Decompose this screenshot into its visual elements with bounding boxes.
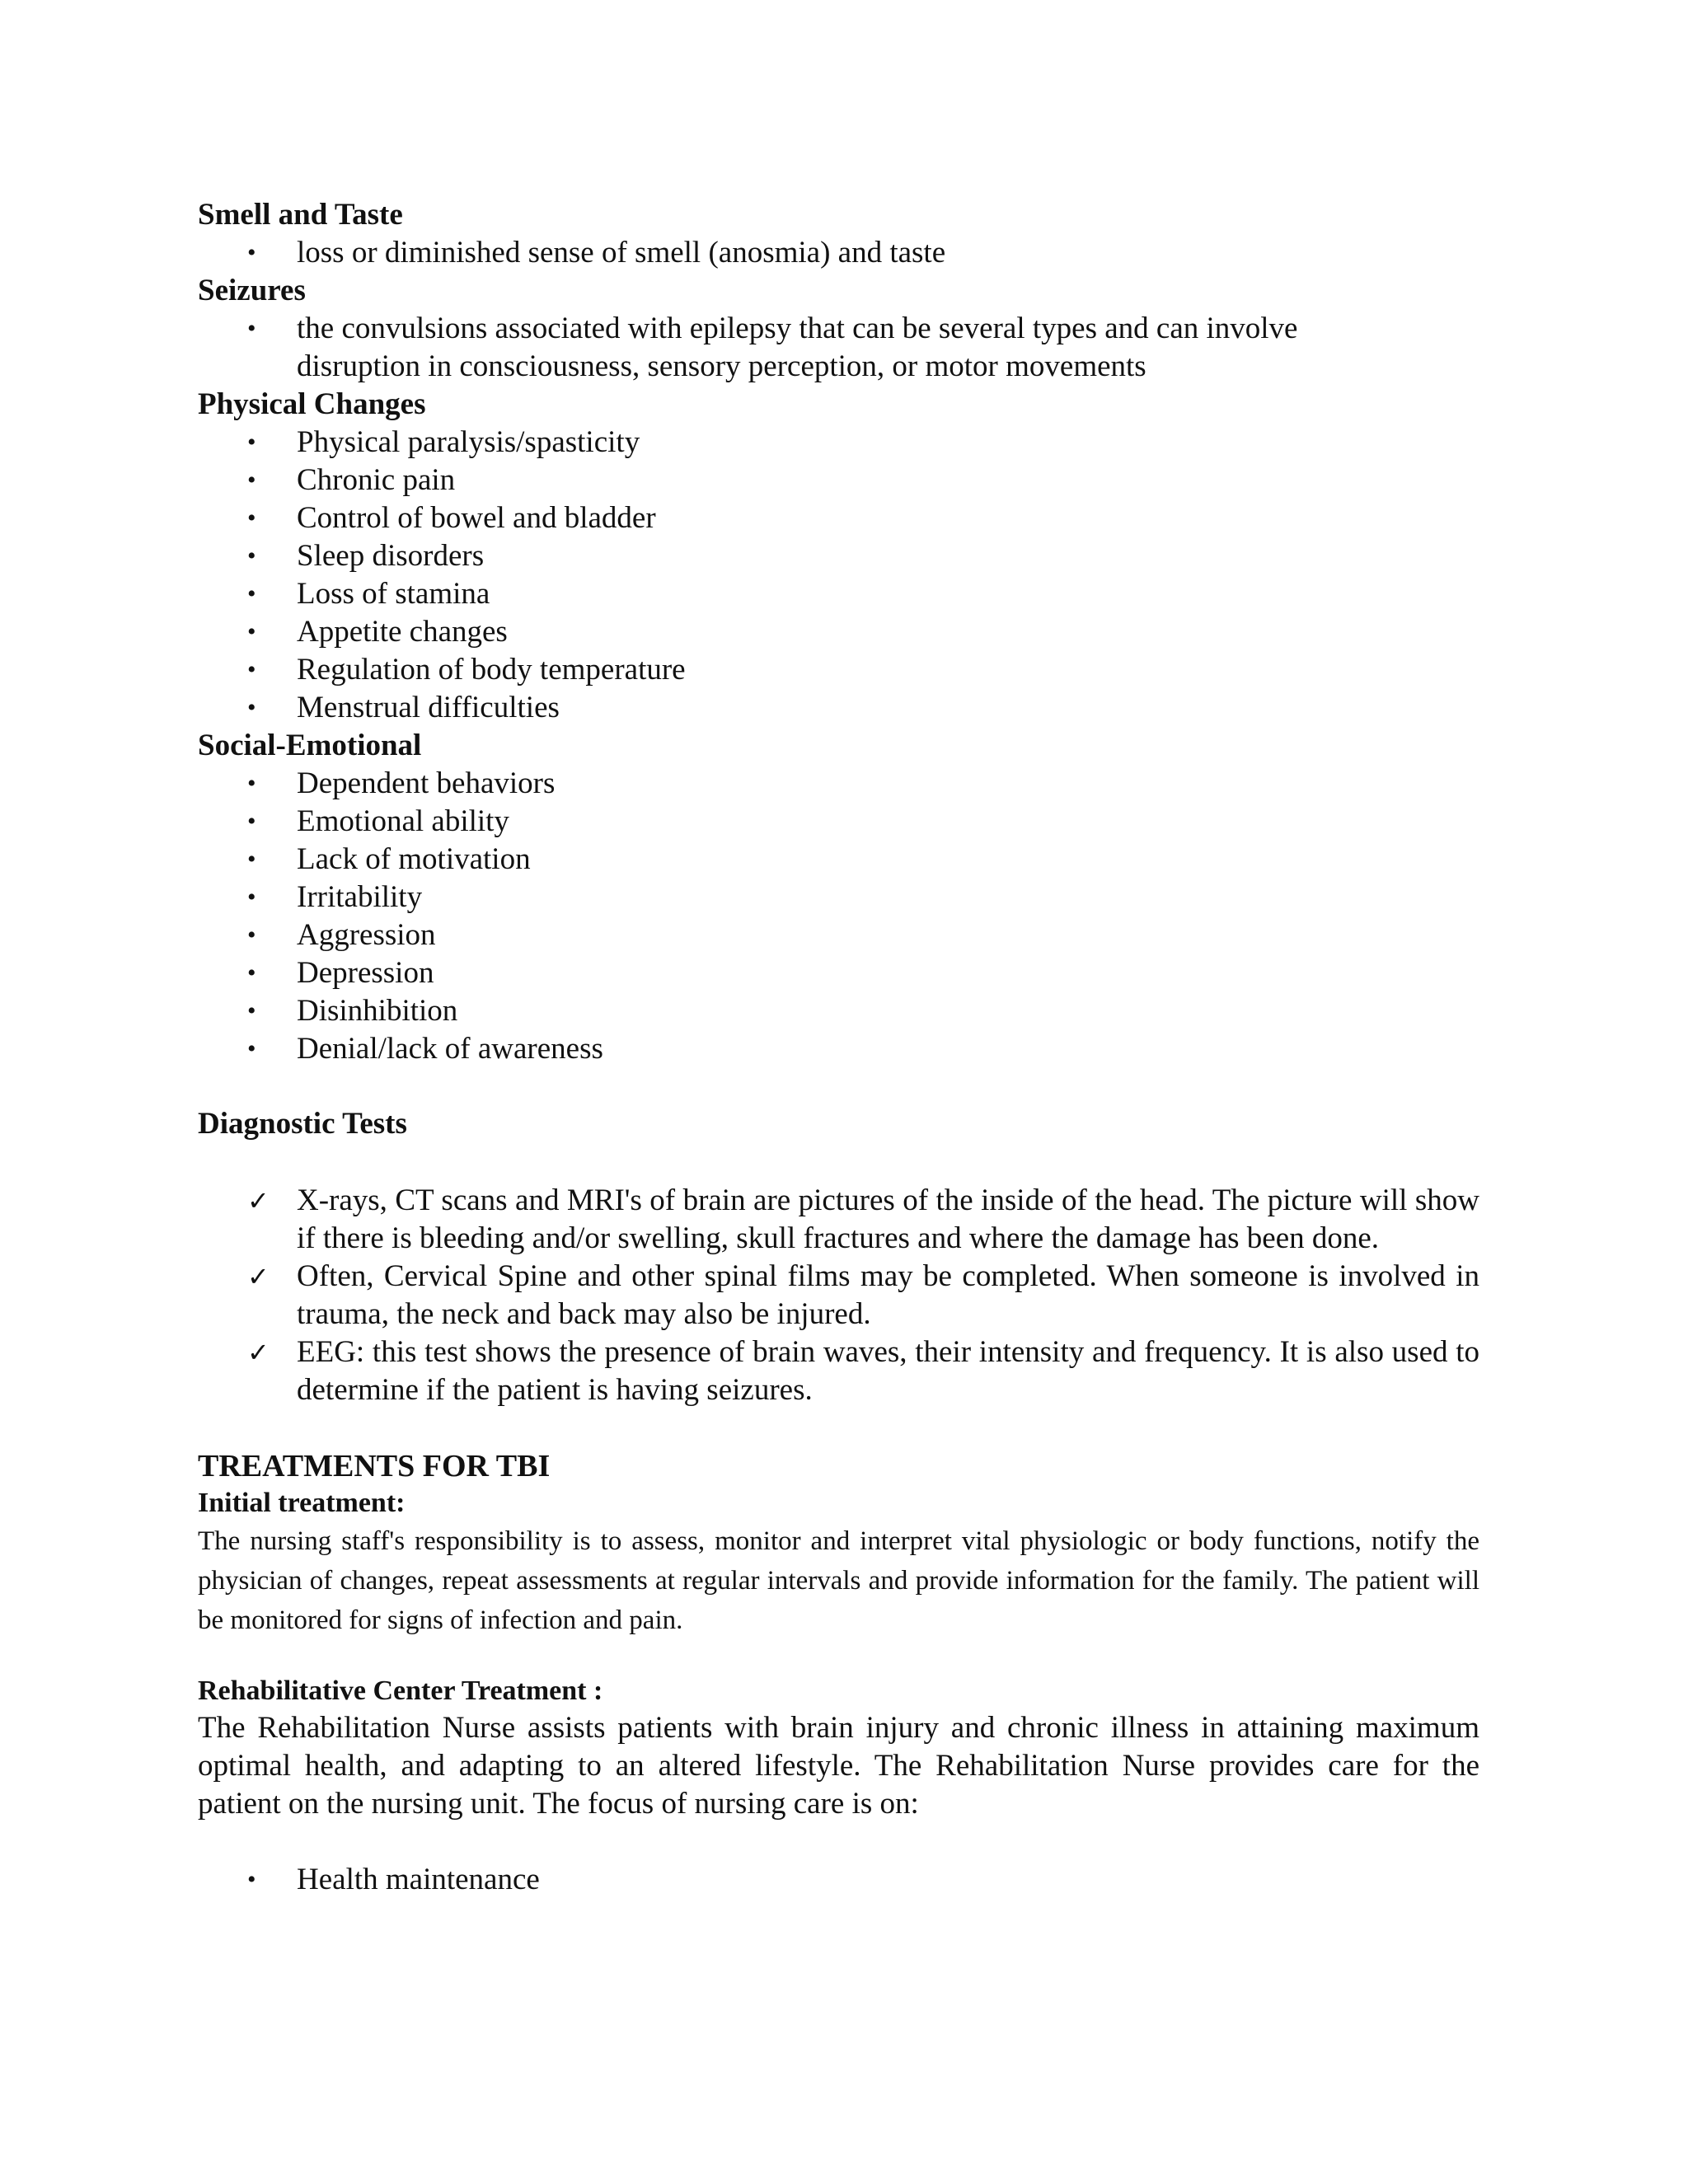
list-social-emotional: [198, 765, 1479, 1068]
bullet-icon: •: [247, 429, 256, 456]
list-item: • loss or diminished sense of smell (anosmia) and taste: [198, 234, 1479, 272]
heading-physical-changes: Physical Changes: [198, 387, 426, 421]
list-seizures: [198, 310, 1479, 386]
list-item: • Sleep disorders: [198, 537, 1479, 575]
bullet-icon: •: [247, 1866, 256, 1893]
list-item: • Aggression: [198, 916, 1479, 954]
list-item: • Irritability: [198, 879, 1479, 916]
list-focus-items: [198, 1861, 1479, 1899]
checkmark-icon: ✓: [247, 1337, 270, 1368]
heading-rehab-treatment: Rehabilitative Center Treatment :: [198, 1675, 603, 1706]
list-item: ✓ X-rays, CT scans and MRI's of brain are pictures of the inside of the head. The picture will show if there is bleeding and/or swelling, skull fractures and where the damage has been done.: [247, 1183, 1479, 1255]
list-item: • Menstrual difficulties: [198, 689, 1479, 727]
bullet-icon: •: [247, 959, 256, 987]
heading-smell-taste: Smell and Taste: [198, 198, 403, 232]
list-item: • Depression: [198, 954, 1479, 992]
bullet-icon: •: [247, 542, 256, 569]
heading-treatments: TREATMENTS FOR TBI: [198, 1449, 551, 1483]
bullet-icon: •: [247, 466, 256, 494]
list-item: • Regulation of body temperature: [198, 651, 1479, 689]
bullet-icon: •: [247, 808, 256, 835]
bullet-icon: •: [247, 618, 256, 645]
list-item: • Dependent behaviors: [198, 765, 1479, 803]
bullet-icon: •: [247, 656, 256, 683]
checkmark-icon: ✓: [247, 1261, 270, 1292]
bullet-icon: •: [247, 239, 256, 266]
initial-treatment-text: The nursing staff's responsibility is to assess, monitor and interpret vital physiologic or body functions, notify the physician of changes, repeat assessments at regular intervals and provide information for the family. The patient will be monitored for signs of infection and pain.: [198, 1526, 1479, 1635]
list-item: ✓ EEG: this test shows the presence of brain waves, their intensity and frequency. It is also used to determine if the patient is having seizures.: [247, 1335, 1479, 1407]
bullet-icon: •: [247, 580, 256, 607]
list-item: • Emotional ability: [198, 803, 1479, 841]
list-item: • Denial/lack of awareness: [198, 1030, 1479, 1068]
list-diagnostic-tests: [198, 1182, 1479, 1409]
list-smell-taste: [198, 234, 1479, 272]
list-item: • Chronic pain: [198, 462, 1479, 499]
heading-initial-treatment: Initial treatment:: [198, 1488, 406, 1518]
bullet-icon: •: [247, 1035, 256, 1062]
document-page: [198, 196, 1479, 1899]
list-item: • Control of bowel and bladder: [198, 499, 1479, 537]
bullet-icon: •: [247, 694, 256, 721]
list-item: • the convulsions associated with epilepsy that can be several types and can involve disruption in consciousness, sensory perception, or motor movements: [247, 312, 1298, 383]
bullet-icon: •: [247, 846, 256, 873]
rehab-treatment-text: The Rehabilitation Nurse assists patients with brain injury and chronic illness in attaining maximum optimal health, and adapting to an altered lifestyle. The Rehabilitation Nurse provides care for the patient on the nursing unit. The focus of nursing care is on:: [198, 1711, 1479, 1821]
bullet-icon: •: [247, 504, 256, 532]
list-item: • Disinhibition: [198, 992, 1479, 1030]
list-item: • Physical paralysis/spasticity: [198, 424, 1479, 462]
heading-social-emotional: Social-Emotional: [198, 729, 422, 762]
bullet-icon: •: [247, 883, 256, 911]
bullet-icon: •: [247, 921, 256, 949]
heading-diagnostic-tests: Diagnostic Tests: [198, 1107, 407, 1141]
bullet-icon: •: [247, 315, 256, 342]
checkmark-icon: ✓: [247, 1185, 270, 1216]
list-item: • Appetite changes: [198, 613, 1479, 651]
list-item: ✓ Often, Cervical Spine and other spinal films may be completed. When someone is involved in trauma, the neck and back may also be injured.: [247, 1259, 1479, 1331]
heading-seizures: Seizures: [198, 274, 306, 307]
list-item: • Lack of motivation: [198, 841, 1479, 879]
list-physical-changes: [198, 424, 1479, 727]
list-item: • Loss of stamina: [198, 575, 1479, 613]
list-item: • Health maintenance: [198, 1861, 1479, 1899]
bullet-icon: •: [247, 770, 256, 797]
bullet-icon: •: [247, 997, 256, 1024]
